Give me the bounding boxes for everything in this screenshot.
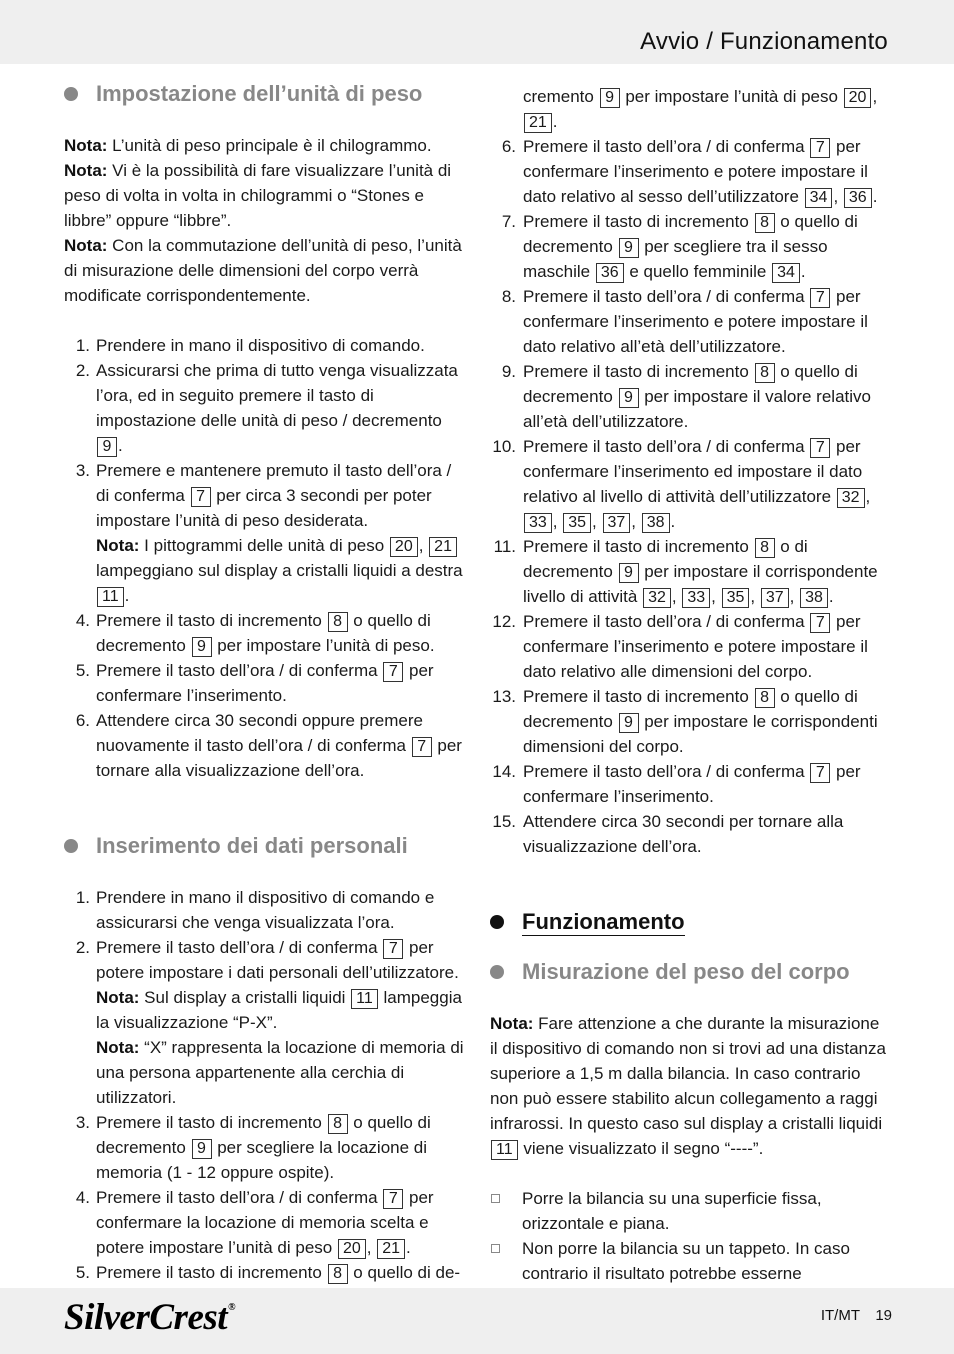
bullet-dot-icon — [64, 839, 78, 853]
list-item: 5. Premere il tasto dell’ora / di conferma 7 per confermare l’inserimento. — [75, 661, 434, 705]
square-bullet-icon — [491, 1194, 500, 1203]
list-item: 3. Premere e mantenere premuto il tasto dell’ora / di conferma 7 per circa 3 secondi per poter impostare l’unità di peso desiderata. Nota: I pittogrammi delle unità di peso 20 , 21 lampeggiano sul display a cristalli liquidi a destra 11 . — [75, 461, 463, 605]
note-paragraph: Nota: Fare attenzione a che durante la misurazione il dispositivo di comando non si trovi ad una distanza superiore a 1,5 m dalla bilancia. In caso contrario non può essere stabilito alcun collegamento a raggi infrarossi. In questo caso sul display a cristalli liquidi 11 viene visualizzato il segno “----”. — [490, 1014, 886, 1158]
list-item: 10. Premere il tasto dell’ora / di conferma 7 per confermare l’inserimento ed impostare il dato relativo al livello di attività dell’utilizzatore 32 , 33 , 35 , 37 , 38 . — [492, 437, 871, 531]
bullet-dot-icon — [490, 915, 504, 929]
list-item: 5. Premere il tasto di incremento 8 o quello di de- — [75, 1263, 461, 1282]
steps-weight-unit — [64, 333, 464, 783]
list-item: 1. Prendere in mano il dispositivo di comando e assicurarsi che venga visualizzata l’ora. — [75, 888, 435, 932]
list-item: 4. Premere il tasto di incremento 8 o quello di decremento 9 per impostare l’unità di peso. — [75, 611, 435, 655]
section-heading-body-weight: Misurazione del peso del corpo — [490, 952, 890, 992]
bullet-dot-icon — [64, 87, 78, 101]
list-item: 6. Premere il tasto dell’ora / di conferma 7 per confermare l’inserimento e potere impostare il dato relativo al sesso dell’utilizzatore 34 , 36 . — [501, 137, 878, 206]
list-item: 2. Premere il tasto dell’ora / di conferma 7 per potere impostare i dati personali dell’utilizzatore. Nota: Sul display a cristalli liquidi 11 lampeggia la visualizzazione “P-X”. Nota: “X” rappresenta la locazione di memoria di una persona appartenente alla cerchia di utilizzatori. — [75, 938, 464, 1107]
page-title: Avvio / Funzionamento — [640, 28, 888, 55]
list-item: 4. Premere il tasto dell’ora / di conferma 7 per confermare la locazione di memoria scelta e potere impostare l’unità di peso 20 , 21 . — [75, 1188, 434, 1257]
page-number: 19 — [875, 1307, 892, 1324]
steps-personal-data-continued — [490, 84, 890, 859]
brand-logo: SilverCrest® — [64, 1297, 236, 1338]
section-heading-operation: Funzionamento — [490, 902, 890, 942]
section-heading-weight-unit: Impostazione dell’unità di peso — [64, 74, 464, 114]
list-item: 11. Premere il tasto di incremento 8 o di decremento 9 per impostare il corrispondente livello di attività 32 , 33 , 35 , 37 , 38 . — [493, 537, 878, 606]
note-paragraph: Nota: L’unità di peso principale è il chilogrammo. — [64, 136, 432, 155]
note-paragraph: Nota: Con la commutazione dell’unità di peso, l’unità di misurazione delle dimensioni del corpo verrà modificate corrispondentemente. — [64, 236, 462, 305]
square-bullet-icon — [491, 1244, 500, 1253]
section-heading-personal-data: Inserimento dei dati personali — [64, 826, 464, 866]
list-item: 14. Premere il tasto dell’ora / di conferma 7 per confermare l’inserimento. — [492, 762, 861, 806]
list-item: 1. Prendere in mano il dispositivo di comando. — [75, 336, 425, 355]
language-code: IT/MT — [820, 1307, 860, 1324]
bullet-dot-icon — [490, 965, 504, 979]
list-item: 9. Premere il tasto di incremento 8 o quello di decremento 9 per impostare il valore relativo all’età dell’utilizzatore. — [501, 362, 871, 431]
list-item: 2. Assicurarsi che prima di tutto venga visualizzata l’ora, ed in seguito premere il tasto di impostazione delle unità di peso / decremento 9 . — [75, 361, 458, 455]
list-item: 12. Premere il tasto dell’ora / di conferma 7 per confermare l’inserimento e potere impostare il dato relativo alle dimensioni del corpo. — [492, 612, 868, 681]
list-item: 13. Premere il tasto di incremento 8 o quello di decremento 9 per impostare le corrispondenti dimensioni del corpo. — [492, 687, 878, 756]
note-paragraph: Nota: Vi è la possibilità di fare visualizzare l’unità di peso di volta in volta in chilogrammi o “Stones e libbre” oppure “libbre”. — [64, 161, 452, 230]
right-column — [490, 84, 890, 1311]
steps-personal-data — [64, 885, 464, 1285]
list-item: 7. Premere il tasto di incremento 8 o quello di decremento 9 per scegliere tra il sesso maschile 36 e quello femminile 34 . — [501, 212, 858, 281]
list-item: 15. Attendere circa 30 secondi per tornare alla visualizzazione dell’ora. — [492, 812, 844, 856]
list-item: Porre la bilancia su una superficie fissa, orizzontale e piana. — [490, 1186, 890, 1236]
list-item: 8. Premere il tasto dell’ora / di conferma 7 per confermare l’inserimento e potere impostare il dato relativo all’età dell’utilizzatore. — [501, 287, 868, 356]
left-column — [64, 74, 464, 1285]
list-item: 3. Premere il tasto di incremento 8 o quello di decremento 9 per scegliere la locazione di memoria (1 - 12 oppure ospite). — [75, 1113, 431, 1182]
list-item: 6. Attendere circa 30 secondi oppure premere nuovamente il tasto dell’ora / di conferma 7 per tornare alla visualizzazione dell’ora. — [75, 711, 462, 780]
list-item: Non porre la bilancia su un tappeto. In caso contrario il risultato potrebbe esserne — [490, 1236, 890, 1311]
list-item: cremento 9 per impostare l’unità di peso 20 , 21 . — [523, 87, 878, 131]
